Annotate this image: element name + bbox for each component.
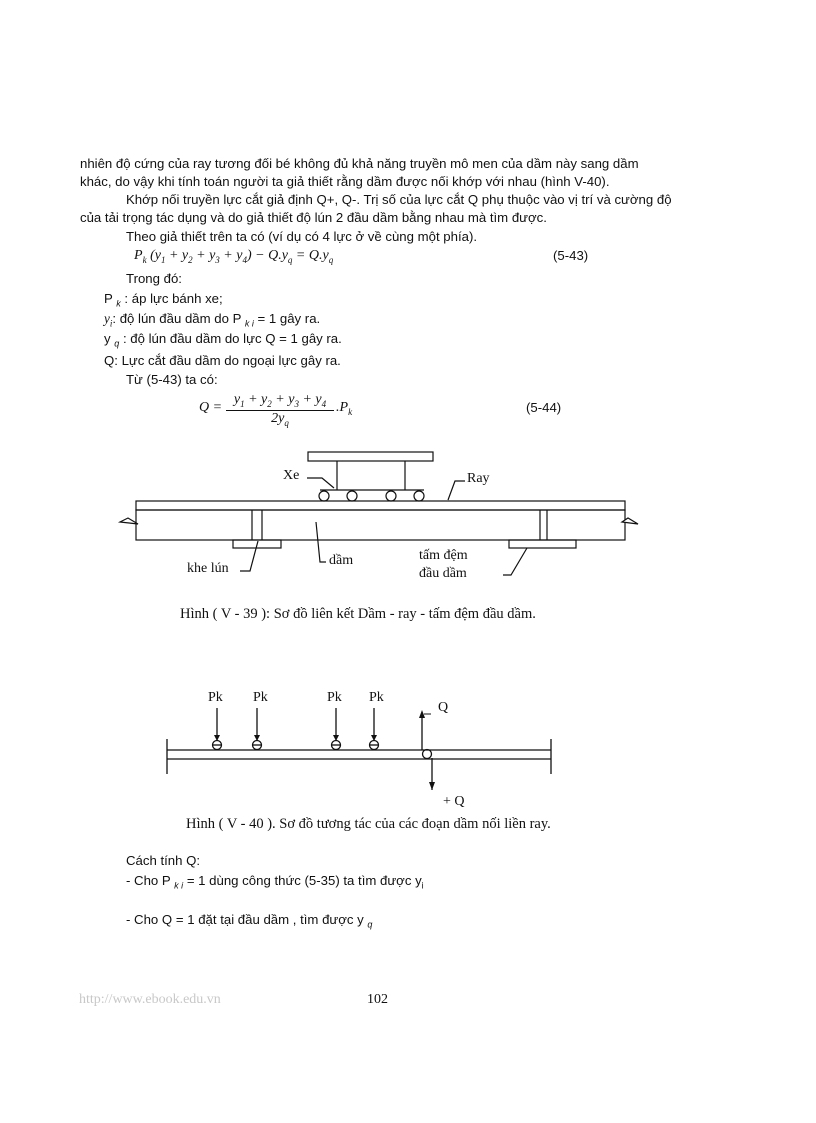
method-title: Cách tính Q:: [126, 853, 201, 868]
label-khe-lun: khe lún: [187, 561, 229, 576]
equation-5-44-lhs: Q =: [199, 400, 223, 415]
label-tam-dem: tấm đệm: [419, 548, 468, 563]
label-ray: Ray: [467, 471, 490, 486]
load-label-pk: Pk: [327, 690, 342, 705]
equation-number: (5-43): [553, 248, 589, 263]
paragraph-line: Khớp nối truyền lực cắt giả định Q+, Q-. Trị số của lực cắt Q phụ thuộc vào vị trí và cường độ: [126, 192, 672, 207]
load-label-pk: Pk: [208, 690, 223, 705]
equation-number: (5-44): [526, 400, 562, 415]
page-number: 102: [367, 992, 388, 1007]
equation-5-43: $P_k$ $(y_1 + y_2 + y_3 + y_4) - Q.y_q = Q.y_q$: [134, 248, 334, 265]
definition-q: Q: Lực cắt đầu dầm do ngoại lực gây ra.: [104, 353, 341, 368]
paragraph-line: khác, do vậy khi tính toán người ta giả thiết rằng dầm được nối khớp với nhau (hình V-40).: [80, 174, 610, 189]
definition-pk: P $_k$ : áp lực bánh xe;: [104, 291, 223, 309]
paragraph-line: Từ (5-43) ta có:: [126, 372, 218, 387]
paragraph-line: nhiên độ cứng của ray tương đối bé không đủ khả năng truyền mô men của dầm này sang dầm: [80, 156, 639, 171]
load-label-pk: Pk: [253, 690, 268, 705]
footer-url[interactable]: http://www.ebook.edu.vn: [79, 992, 221, 1007]
figure-caption: Hình ( V - 39 ): Sơ đồ liên kết Dầm - ray - tấm đệm đầu dầm.: [180, 606, 536, 622]
definition-yq: y $_q$ : độ lún đầu dầm do lực Q = 1 gây ra.: [104, 331, 342, 349]
paragraph-line: của tải trọng tác dụng và do giả thiết độ lún 2 đầu dầm bằng nhau mà tìm được.: [80, 210, 547, 225]
figure-caption: Hình ( V - 40 ). Sơ đồ tương tác của các đoạn dầm nối liền ray.: [186, 816, 551, 832]
paragraph-line: Theo giả thiết trên ta có (ví dụ có 4 lực ở về cùng một phía).: [126, 229, 478, 244]
equation-5-44-numerator: $y_1 + y_2 + y_3 + y_4$: [233, 392, 327, 409]
equation-5-44-denominator: $2y_q$: [271, 411, 289, 428]
method-step: - Cho P $_{k i}$ = 1 dùng công thức (5-35) ta tìm được $y_i$: [126, 873, 424, 891]
label-q-plus: + Q: [443, 794, 465, 809]
equation-5-44-rhs: $.P_k$: [336, 400, 353, 417]
hinge: [423, 750, 432, 759]
label-xe: Xe: [283, 468, 300, 483]
method-step: - Cho Q = 1 đặt tại đầu dầm , tìm được y $_q$: [126, 912, 373, 930]
where-label: Trong đó:: [126, 271, 182, 286]
label-dam: dầm: [329, 553, 354, 568]
label-q-minus: Q: [438, 700, 449, 715]
label-dau-dam: đầu dầm: [419, 566, 467, 581]
load-label-pk: Pk: [369, 690, 384, 705]
definition-yi: $y_i$: độ lún đầu dầm do P $_{k i}$ = 1 gây ra.: [104, 311, 321, 329]
